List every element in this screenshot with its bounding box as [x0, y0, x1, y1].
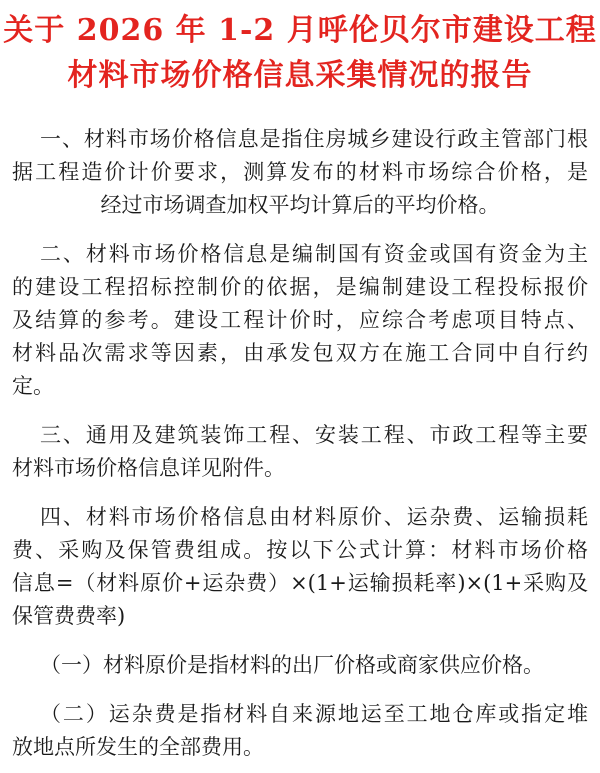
paragraph-line: 一、材料市场价格信息是指住房城乡建设行政主管部门根 [40, 127, 588, 151]
paragraph-line: 材料市场价格信息详见附件。 [12, 456, 285, 480]
paragraph-1 [12, 123, 588, 222]
paragraph-6 [12, 698, 588, 764]
paragraph-line: 定。 [12, 374, 54, 398]
paragraph-line: 保管费费率) [12, 604, 126, 628]
paragraph-line: 的建设工程招标控制价的依据，是编制建设工程投标报价 [12, 275, 588, 299]
paragraph-line: 费、采购及保管费组成。按以下公式计算：材料市场价格 [12, 538, 588, 562]
report-title-line-2: 材料市场价格信息采集情况的报告 [67, 58, 533, 93]
report-body [12, 123, 588, 773]
paragraph-line: （二）运杂费是指材料自来源地运至工地仓库或指定堆 [40, 702, 588, 726]
paragraph-line: 及结算的参考。建设工程计价时，应综合考虑项目特点、 [12, 308, 588, 332]
paragraph-line: 二、材料市场价格信息是编制国有资金或国有资金为主 [40, 242, 588, 266]
paragraph-2 [12, 238, 588, 403]
paragraph-line: 三、通用及建筑装饰工程、安装工程、市政工程等主要 [40, 423, 588, 447]
paragraph-line: 四、材料市场价格信息由材料原价、运杂费、运输损耗 [40, 505, 588, 529]
paragraph-4 [12, 501, 588, 633]
paragraph-3 [12, 419, 588, 485]
paragraph-line: 经过市场调查加权平均计算后的平均价格。 [100, 193, 500, 217]
paragraph-line: 信息=（材料原价+运杂费）×(1+运输损耗率)×(1+采购及 [12, 571, 588, 595]
paragraph-line: 放地点所发生的全部费用。 [12, 735, 264, 759]
paragraph-5 [12, 649, 588, 682]
paragraph-line: 材料品次需求等因素，由承发包双方在施工合同中自行约 [12, 341, 588, 365]
report-title [0, 8, 600, 98]
report-title-line-1: 关于 2026 年 1-2 月呼伦贝尔市建设工程 [3, 13, 597, 48]
paragraph-line: （一）材料原价是指材料的出厂价格或商家供应价格。 [40, 653, 544, 677]
paragraph-line: 据工程造价计价要求，测算发布的材料市场综合价格，是 [12, 160, 588, 184]
